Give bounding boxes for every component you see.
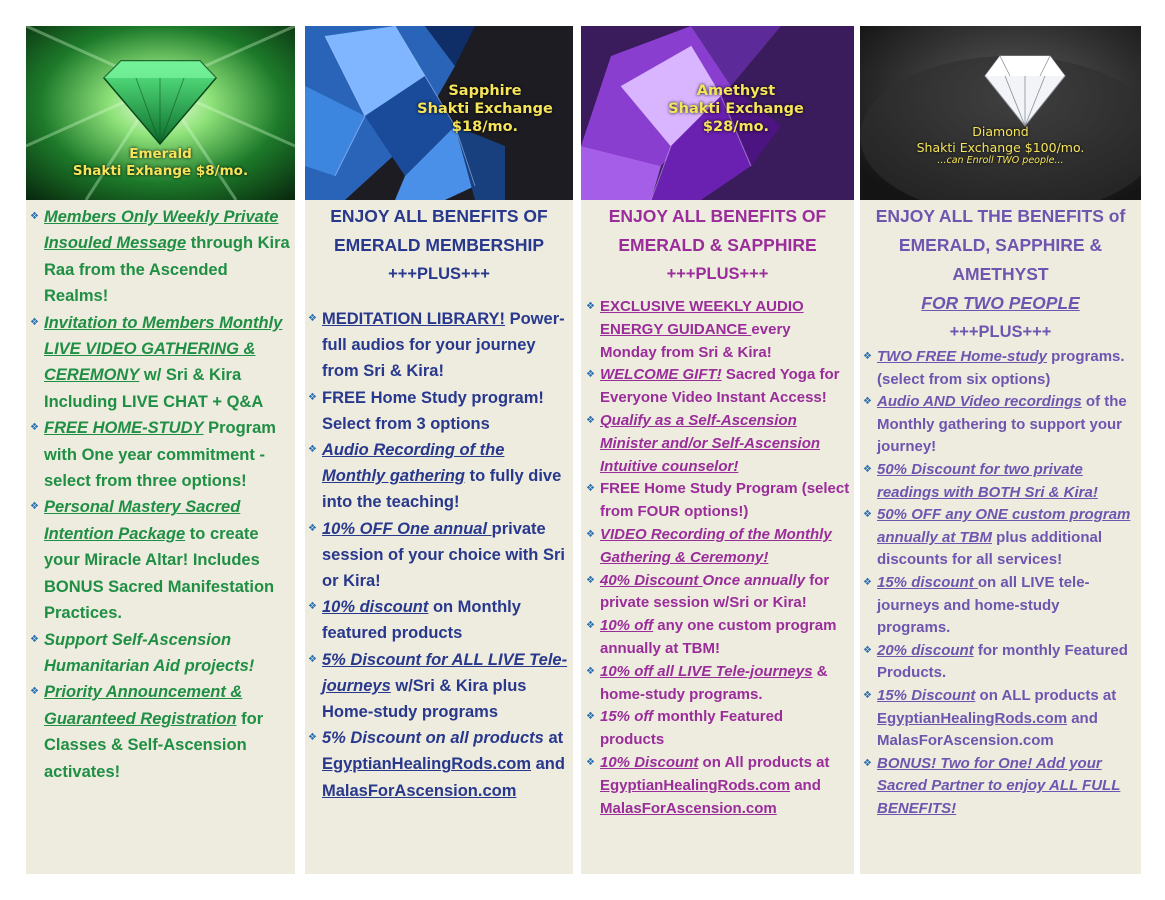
link-audio-video-recordings[interactable]: Audio AND Video recordings [877, 393, 1082, 411]
amethyst-benefits-list [581, 296, 854, 820]
list-item [600, 706, 850, 752]
link-free-home-study[interactable]: FREE HOME-STUDY [44, 419, 204, 438]
link-egyptian-healing-rods[interactable]: EgyptianHealingRods.com [600, 776, 791, 794]
item-text: Sacred Yoga for Everyone Video Instant Access! [600, 366, 840, 407]
item-text: Program with One year commitment - select from three options! [44, 419, 276, 491]
diamond-banner-title: Diamond [972, 124, 1029, 139]
diamond-heading: ENJOY ALL THE BENEFITS of EMERALD, SAPPHIRE & AMETHYST [875, 206, 1126, 284]
list-item [877, 685, 1137, 753]
item-text: w/Sri & Kira plus Home-study programs [322, 676, 527, 722]
list-item [322, 647, 569, 726]
list-item [600, 296, 850, 364]
sapphire-banner [305, 26, 573, 200]
item-text: of the Monthly gathering to support your journey! [877, 393, 1127, 456]
item-text: any one custom program annually at TBM! [600, 617, 837, 657]
item-text: for monthly Featured Products. [877, 641, 1128, 682]
link-self-ascension-minister[interactable]: Qualify as a Self-Ascension Minister and/or Self-Ascension Intuitive counselor! [600, 411, 821, 475]
item-text: on All products at [698, 753, 830, 771]
item-text: plus additional discounts for all services! [877, 528, 1103, 569]
link-10-off-custom[interactable]: 10% off [600, 617, 654, 635]
list-item [600, 524, 850, 570]
list-item [322, 725, 569, 804]
list-item [600, 410, 850, 478]
list-item [44, 679, 291, 785]
list-item [877, 572, 1137, 640]
item-text: FREE Home Study program! Select from 3 options [322, 388, 544, 433]
diamond-gem-icon [860, 26, 1141, 200]
link-mastery-package[interactable]: Personal Mastery Sacred Intention Package [44, 498, 241, 543]
link-egyptian-healing-rods[interactable]: EgyptianHealingRods.com [877, 709, 1068, 727]
sapphire-plus: +++PLUS+++ [388, 265, 490, 283]
link-weekly-message[interactable]: Members Only Weekly Private Insouled Message [44, 208, 279, 253]
list-item [322, 385, 569, 437]
item-text: on ALL products at [975, 686, 1117, 704]
list-item [877, 753, 1137, 821]
link-15-discount-products[interactable]: 15% Discount [877, 686, 976, 704]
list-item [322, 437, 569, 516]
sapphire-heading: ENJOY ALL BENEFITS OF EMERALD MEMBERSHIP [330, 206, 548, 255]
amethyst-banner-subtitle: Shakti Exchange [668, 101, 804, 118]
diamond-column [860, 26, 1141, 874]
link-50-discount-readings[interactable]: 50% Discount for two private readings with BOTH Sri & Kira! [877, 460, 1098, 501]
item-text: programs. (select from six options) [877, 348, 1125, 388]
list-item [877, 391, 1137, 459]
item-text: Support Self-Ascension Humanitarian Aid projects! [44, 630, 255, 675]
emerald-banner-price: Shakti Exhange $8/mo. [72, 162, 249, 179]
list-item [877, 346, 1137, 391]
list-item [322, 306, 569, 385]
emerald-banner-title: Emerald [129, 146, 192, 162]
item-text: FREE Home Study Program (select from FOUR options!) [600, 480, 850, 521]
item-text: on Monthly featured products [322, 598, 521, 643]
item-text: private session of your choice with Sri or Kira! [322, 519, 565, 591]
link-50-off-custom[interactable]: 50% OFF any ONE custom program annually at TBM [877, 506, 1131, 546]
item-text: at [543, 729, 564, 748]
list-item [877, 640, 1137, 685]
list-item [322, 594, 569, 646]
item-text: 15% off [600, 708, 654, 726]
link-20-discount[interactable]: 20% discount [877, 641, 974, 659]
diamond-banner [860, 26, 1141, 200]
amethyst-column [581, 26, 854, 874]
list-item [44, 310, 291, 416]
item-text: to fully dive into the teaching! [322, 467, 562, 512]
list-item [322, 516, 569, 595]
link-15-discount-tele[interactable]: 15% discount [877, 573, 978, 591]
item-text: and [531, 755, 565, 774]
item-text: to create your Miracle Altar! Includes BONUS Sacred Manifestation Practices. [44, 524, 275, 623]
emerald-column [26, 26, 295, 874]
link-malas-for-ascension[interactable]: MalasForAscension.com [322, 781, 517, 800]
item-text: monthly Featured products [600, 708, 784, 749]
link-malas-for-ascension[interactable]: MalasForAscension.com [600, 799, 777, 817]
list-item [600, 615, 850, 661]
link-monthly-gathering[interactable]: Invitation to Members Monthly LIVE VIDEO GATHERING & CEREMONY [44, 313, 283, 385]
link-video-recording[interactable]: VIDEO Recording of the Monthly Gathering & Ceremony! [600, 525, 832, 566]
item-text: for Classes & Self-Ascension activates! [44, 709, 264, 781]
link-10-off-session[interactable]: 10% OFF One annual [322, 519, 492, 538]
item-text: through Kira Raa from the Ascended Realms! [44, 234, 290, 306]
emerald-banner [26, 26, 295, 200]
link-meditation-library[interactable]: MEDITATION LIBRARY! [322, 310, 506, 328]
link-10-discount[interactable]: 10% discount [322, 598, 429, 617]
sapphire-column [305, 26, 573, 874]
link-10-discount-products[interactable]: 10% Discount [600, 753, 699, 771]
sapphire-banner-title: Sapphire [448, 83, 522, 99]
diamond-banner-note: ...can Enroll TWO people... [937, 155, 1064, 167]
diamond-benefits-list [860, 346, 1141, 820]
list-item [600, 661, 850, 707]
emerald-benefits-list [26, 204, 295, 785]
item-text: for private session w/Sri or Kira! [600, 571, 830, 612]
item-text: 5% Discount on all products [322, 729, 544, 748]
sapphire-banner-price: $18/mo. [451, 119, 519, 136]
list-item [44, 204, 291, 310]
list-item [600, 570, 850, 616]
item-text: every Monday from Sri & Kira! [600, 320, 791, 361]
link-10-off-tele-journeys[interactable]: 10% off all LIVE Tele-journeys [600, 662, 813, 680]
sapphire-banner-subtitle: Shakti Exchange [417, 101, 553, 118]
list-item [600, 752, 850, 820]
link-welcome-gift[interactable]: WELCOME GIFT! [600, 366, 722, 384]
list-item [44, 415, 291, 494]
diamond-banner-price: Shakti Exchange $100/mo. [916, 139, 1085, 155]
item-text: Once annually [702, 571, 806, 589]
item-text: and MalasForAscension.com [877, 709, 1098, 750]
list-item [44, 494, 291, 626]
diamond-plus: +++PLUS+++ [949, 323, 1052, 341]
link-audio-recording[interactable]: Audio Recording of the Monthly gathering [322, 441, 505, 486]
link-bonus-two-for-one[interactable]: BONUS! Two for One! Add your Sacred Partner to enjoy ALL FULL BENEFITS! [877, 754, 1121, 817]
list-item [877, 504, 1137, 572]
item-text: Power-full audios for your journey from Sri & Kira! [322, 310, 565, 381]
diamond-subheading: FOR TWO PEOPLE [921, 293, 1080, 313]
list-item [44, 627, 291, 680]
amethyst-heading: ENJOY ALL BENEFITS OF EMERALD & SAPPHIRE [608, 206, 827, 255]
item-text: & home-study programs. [600, 662, 828, 703]
link-40-discount[interactable]: 40% Discount [600, 571, 703, 589]
item-text: w/ Sri & Kira Including LIVE CHAT + Q&A [44, 366, 264, 411]
amethyst-plus: +++PLUS+++ [666, 265, 769, 283]
list-item [600, 364, 850, 410]
link-priority-registration[interactable]: Priority Announcement & Guaranteed Registration [44, 683, 243, 728]
amethyst-banner-title: Amethyst [696, 83, 776, 99]
item-text: and [790, 776, 821, 794]
link-egyptian-healing-rods[interactable]: EgyptianHealingRods.com [322, 755, 532, 774]
item-text: on all LIVE tele-journeys and home-study programs. [877, 573, 1090, 637]
link-weekly-audio-guidance[interactable]: EXCLUSIVE WEEKLY AUDIO ENERGY GUIDANCE [600, 298, 804, 338]
list-item [877, 459, 1137, 504]
list-item [600, 478, 850, 524]
link-5-discount-tele-journeys[interactable]: 5% Discount for ALL LIVE Tele-journeys [322, 650, 568, 695]
sapphire-benefits-list [305, 306, 573, 804]
amethyst-banner [581, 26, 854, 200]
amethyst-banner-price: $28/mo. [702, 119, 770, 136]
link-two-free-home-study[interactable]: TWO FREE Home-study [877, 348, 1048, 365]
